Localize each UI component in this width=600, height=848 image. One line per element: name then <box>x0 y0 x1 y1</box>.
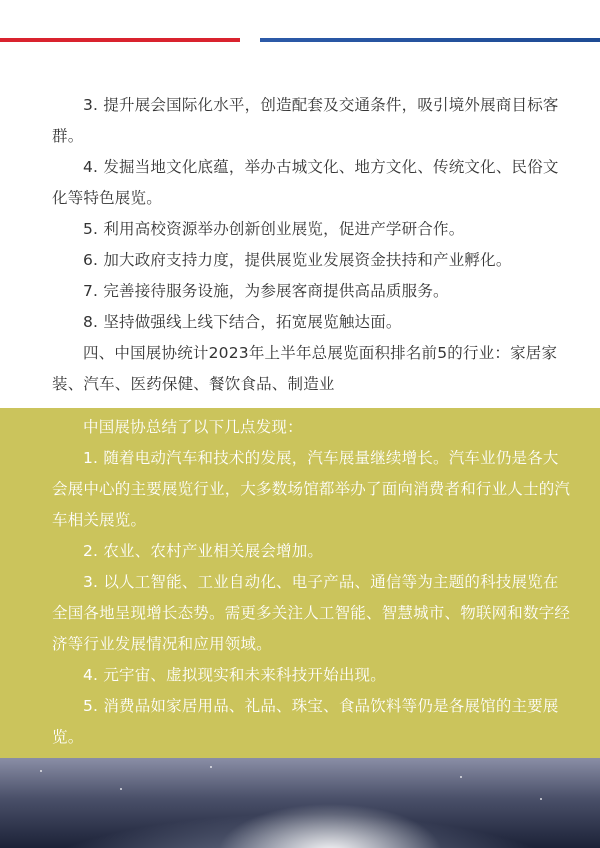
star <box>210 766 212 768</box>
paragraph-item-3: 3. 提升展会国际化水平，创造配套及交通条件，吸引境外展商目标客群。 <box>52 96 559 145</box>
finding-item-3: 3. 以人工智能、工业自动化、电子产品、通信等为主题的科技展览在全国各地呈现增长态势。需更多关注人工智能、智慧城市、物联网和数字经济等行业发展情况和应用领域。 <box>52 573 571 653</box>
header-rule-gap <box>240 38 260 42</box>
header-rule <box>0 38 600 42</box>
star <box>40 770 42 772</box>
finding-item-2: 2. 农业、农村产业相关展会增加。 <box>83 542 324 560</box>
star <box>120 788 122 790</box>
section-four-heading: 四、中国展协统计2023年上半年总展览面积排名前5的行业：家居家装、汽车、医药保健、餐饮食品、制造业 <box>52 344 558 393</box>
paragraph-item-7: 7. 完善接待服务设施，为参展客商提供高品质服务。 <box>83 282 449 300</box>
header-rule-red <box>0 38 240 42</box>
paragraph-item-5: 5. 利用高校资源举办创新创业展览，促进产学研合作。 <box>83 220 465 238</box>
header-rule-blue <box>260 38 600 42</box>
recommendations-section <box>52 90 572 400</box>
finding-item-5: 5. 消费品如家居用品、礼品、珠宝、食品饮料等仍是各展馆的主要展览。 <box>52 697 559 746</box>
paragraph-item-8: 8. 坚持做强线上线下结合，拓宽展览触达面。 <box>83 313 402 331</box>
paragraph-item-4: 4. 发掘当地文化底蕴，举办古城文化、地方文化、传统文化、民俗文化等特色展览。 <box>52 158 559 207</box>
finding-item-4: 4. 元宇宙、虚拟现实和未来科技开始出现。 <box>83 666 386 684</box>
star <box>540 798 542 800</box>
findings-intro: 中国展协总结了以下几点发现： <box>83 418 303 436</box>
finding-item-1: 1. 随着电动汽车和技术的发展，汽车展量继续增长。汽车业仍是各大会展中心的主要展览行业，大多数场馆都举办了面向消费者和行业人士的汽车相关展览。 <box>52 449 571 529</box>
earth-horizon-image <box>0 758 600 848</box>
paragraph-item-6: 6. 加大政府支持力度，提供展览业发展资金扶持和产业孵化。 <box>83 251 512 269</box>
findings-highlight-box <box>0 408 600 760</box>
star <box>460 776 462 778</box>
